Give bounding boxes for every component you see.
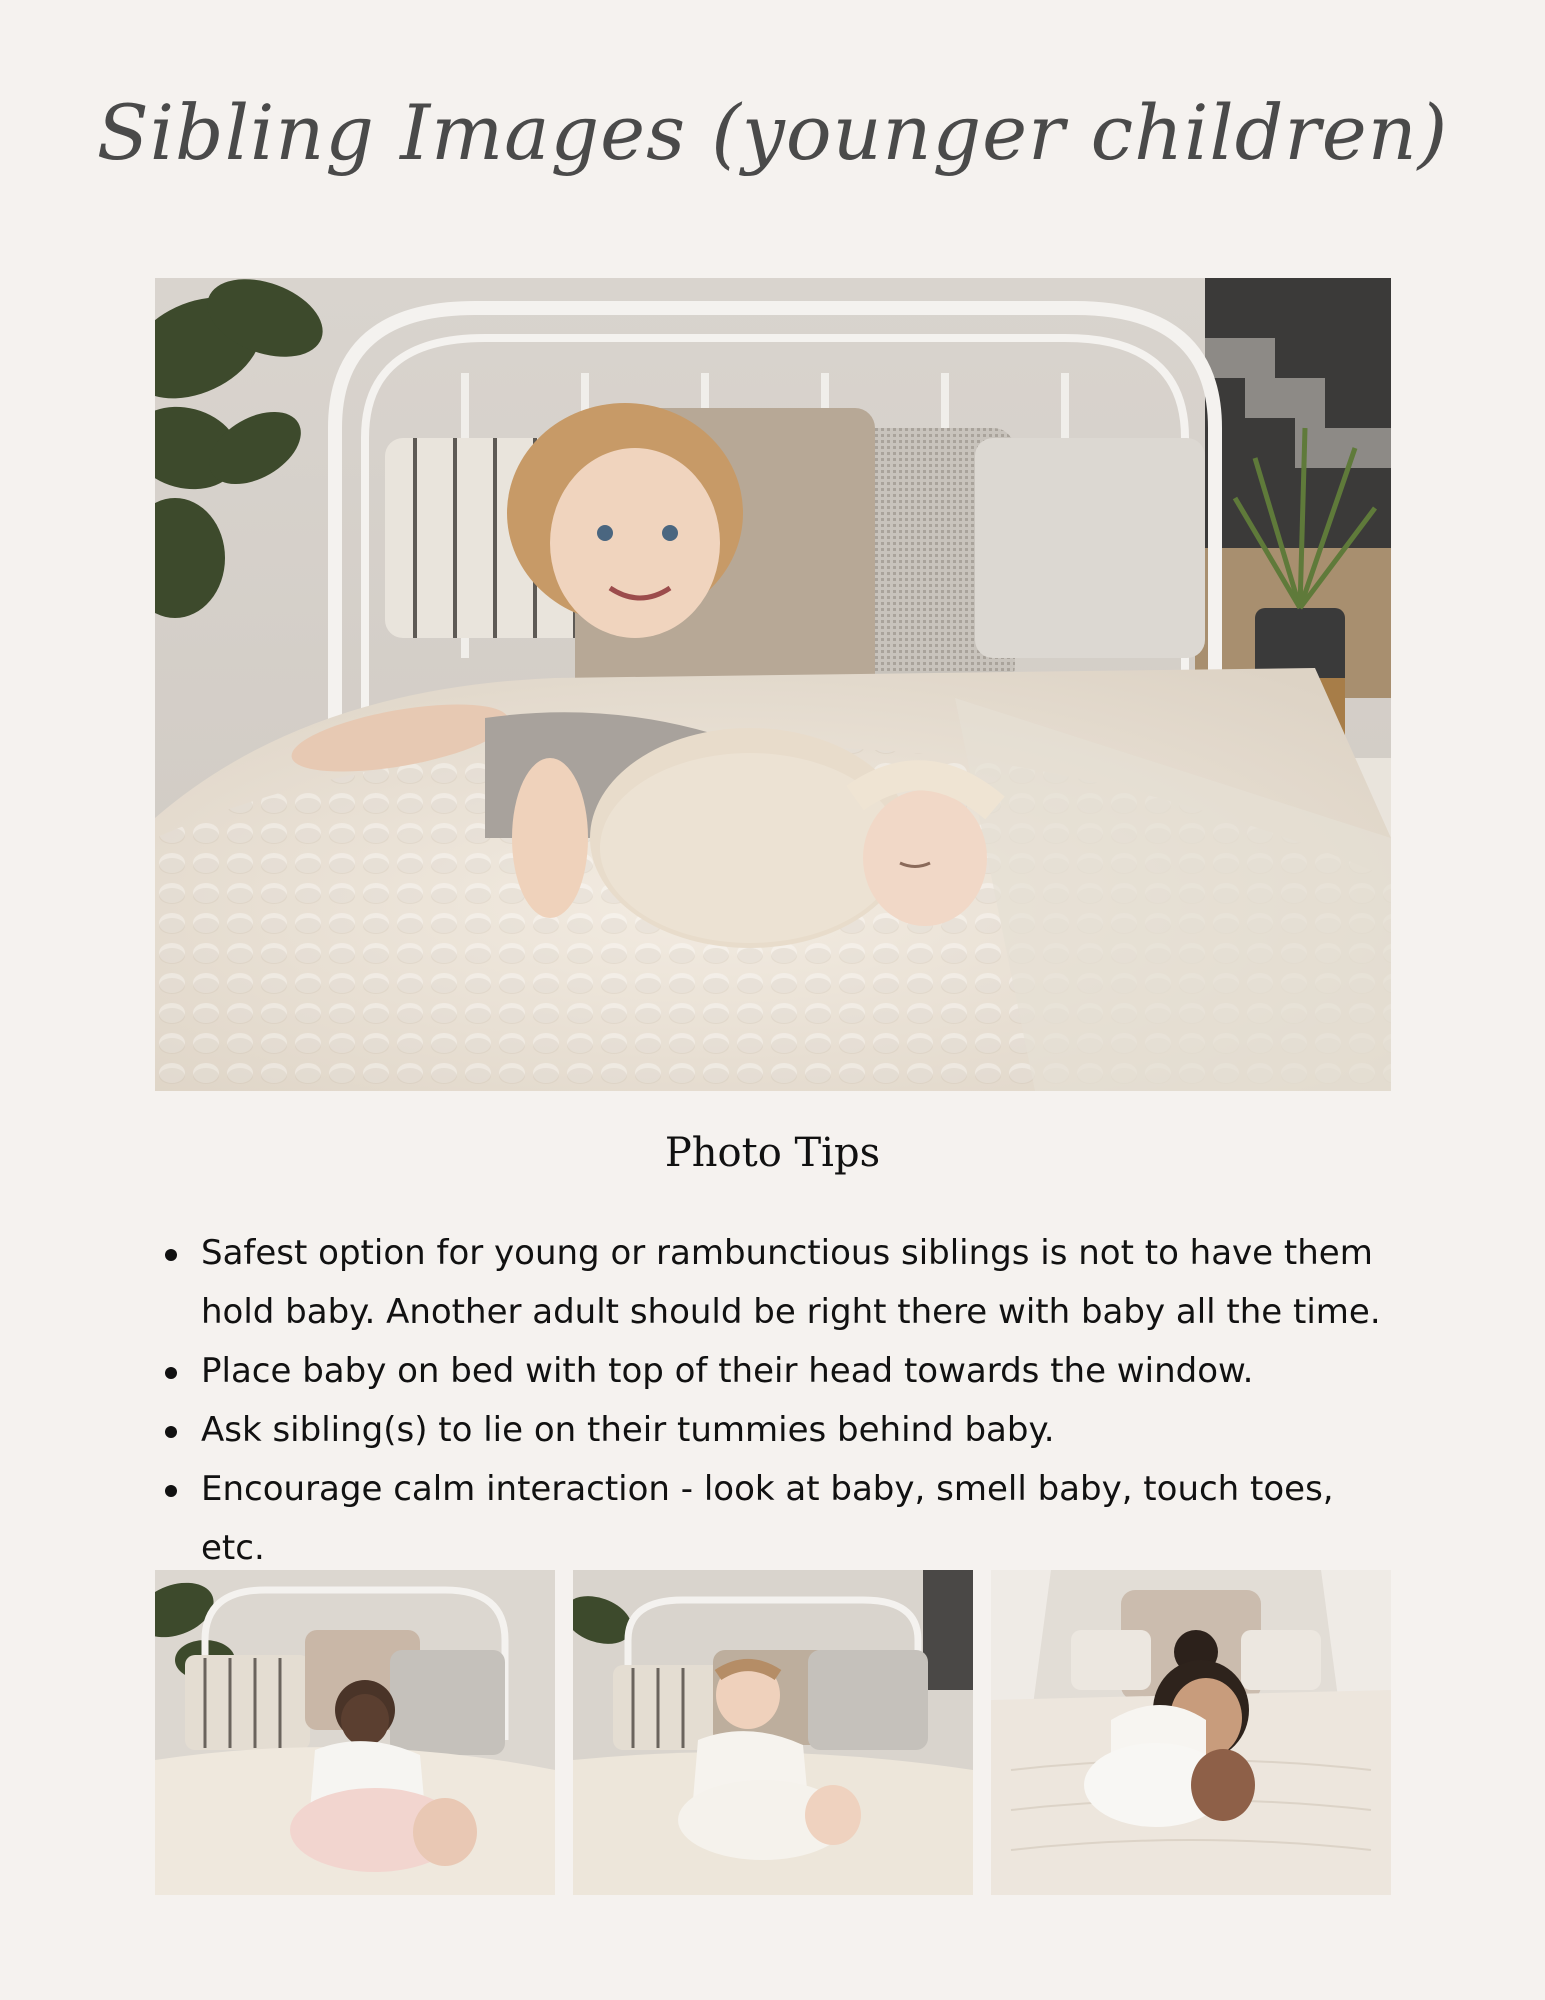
photo-tips-heading: Photo Tips (664, 1130, 881, 1176)
hero-photo (155, 278, 1391, 1091)
thumbnail-photo-2-image (573, 1570, 973, 1895)
hero-photo-image (155, 278, 1391, 1091)
list-item: Place baby on bed with top of their head towards the window. (162, 1342, 1392, 1401)
page-title: Sibling Images (younger children) (96, 88, 1449, 177)
thumbnail-photo-3 (991, 1570, 1391, 1895)
thumbnail-photo-3-image (991, 1570, 1391, 1895)
thumbnail-photo-1 (155, 1570, 555, 1895)
list-item: Safest option for young or rambunctious siblings is not to have them hold baby. Another adult should be right there with baby all the time. (162, 1224, 1392, 1342)
photo-tips-list (162, 1224, 1392, 1578)
list-item: Encourage calm interaction - look at baby, smell baby, touch toes, etc. (162, 1460, 1392, 1578)
thumbnail-photo-2 (573, 1570, 973, 1895)
list-item: Ask sibling(s) to lie on their tummies behind baby. (162, 1401, 1392, 1460)
thumbnail-photo-1-image (155, 1570, 555, 1895)
